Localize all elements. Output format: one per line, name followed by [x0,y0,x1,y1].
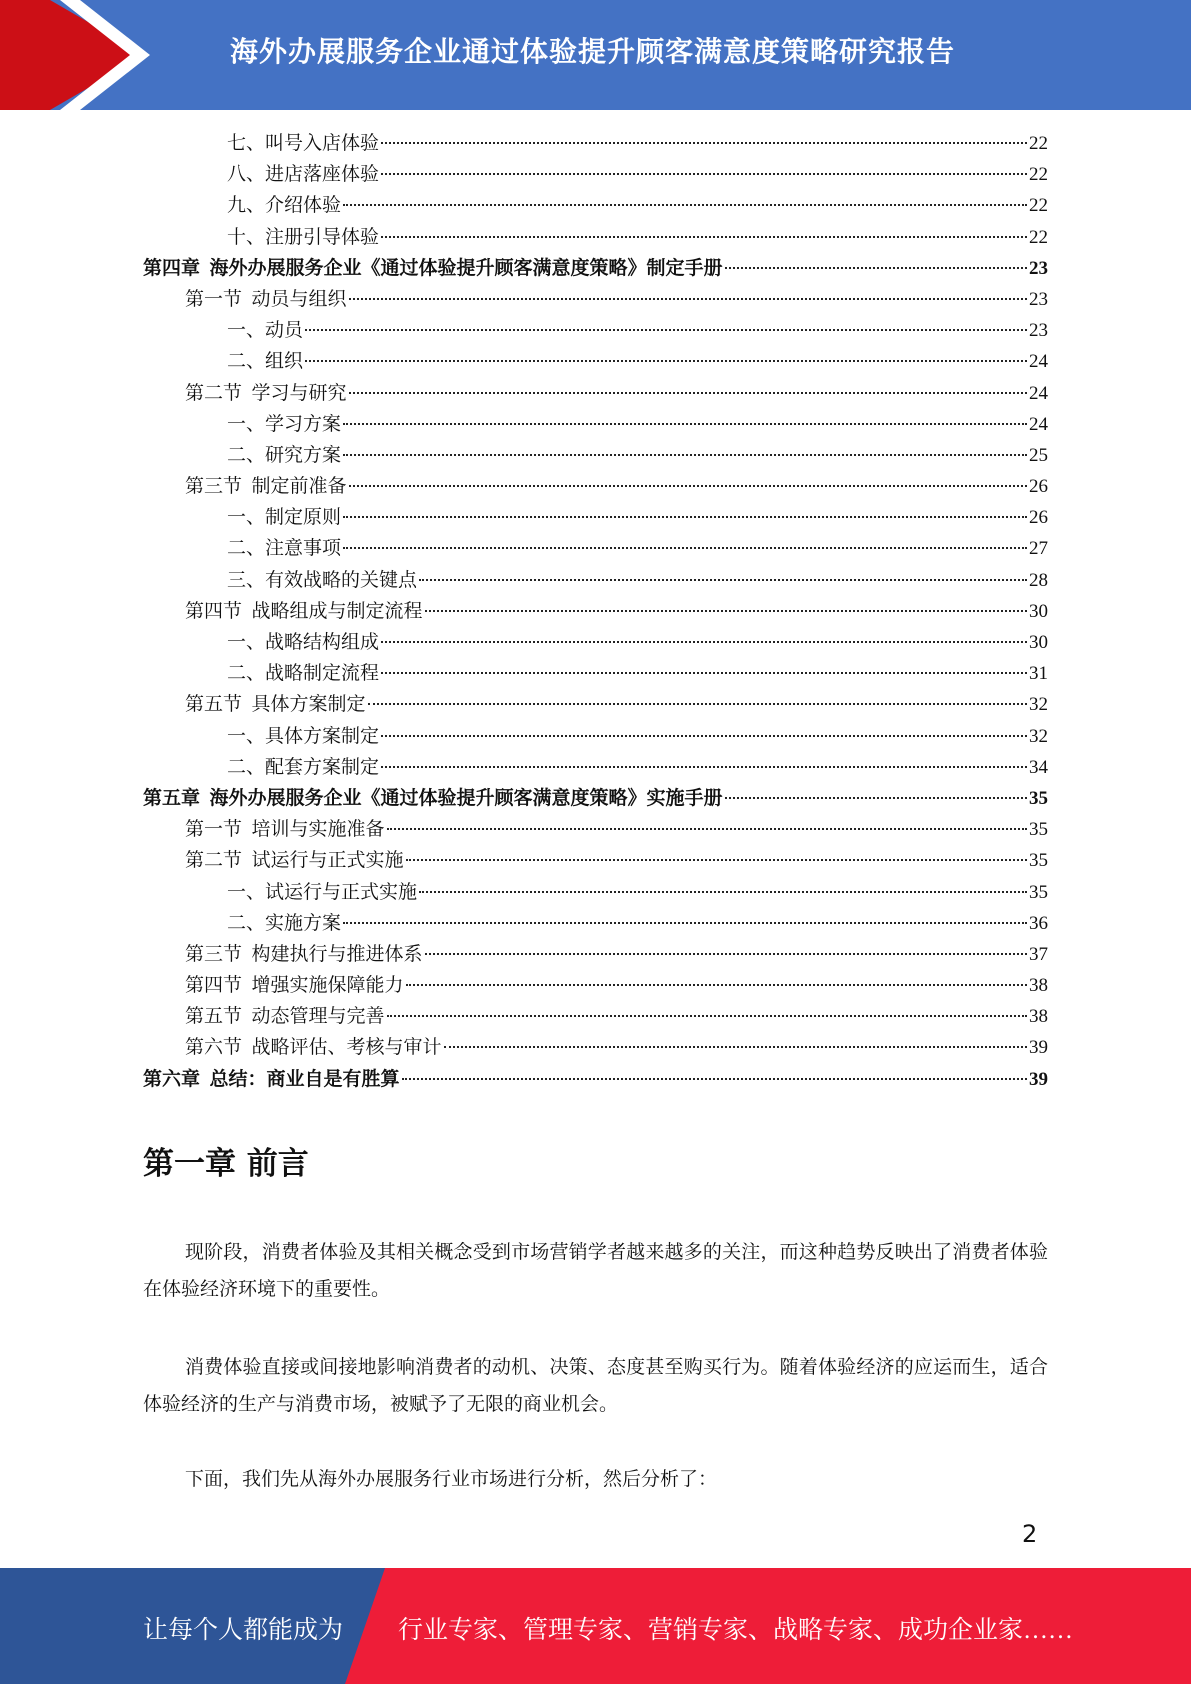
toc-entry-label: 一、试运行与正式实施 [227,881,418,903]
toc-entry-label: 二、战略制定流程 [227,663,380,685]
toc-entry-label: 第五节 具体方案制定 [185,694,366,716]
toc-dot-leader [425,610,1027,612]
toc-entry-page: 38 [1029,975,1048,997]
toc-entry-page: 22 [1029,195,1048,217]
toc-entry-label: 九、介绍体验 [227,195,342,217]
toc-entry-page: 39 [1029,1037,1048,1059]
chapter-heading: 第一章 前言 [143,1146,309,1182]
toc-entry-section[interactable] [143,1032,1048,1063]
toc-entry-page: 23 [1029,257,1048,279]
toc-entry-item[interactable] [143,752,1048,783]
toc-entry-section[interactable] [143,814,1048,845]
toc-dot-leader [419,579,1027,581]
toc-entry-label: 第二节 学习与研究 [185,382,347,404]
toc-entry-page: 23 [1029,320,1048,342]
header-title: 海外办展服务企业通过体验提升顾客满意度策略研究报告 [230,35,956,68]
toc-entry-item[interactable] [143,721,1048,752]
toc-entry-label: 第四章 海外办展服务企业《通过体验提升顾客满意度策略》制定手册 [143,257,723,279]
toc-entry-item[interactable] [143,658,1048,689]
toc-entry-page: 30 [1029,600,1048,622]
toc-entry-page: 27 [1029,538,1048,560]
toc-entry-item[interactable] [143,190,1048,221]
toc-entry-page: 36 [1029,912,1048,934]
paragraph: 消费体验直接或间接地影响消费者的动机、决策、态度甚至购买行为。随着体验经济的应运而生，适合体验经济的生产与消费市场，被赋予了无限的商业机会。 [143,1357,1048,1415]
toc-entry-section[interactable] [143,939,1048,970]
toc-entry-page: 35 [1029,850,1048,872]
toc-entry-label: 一、战略结构组成 [227,632,380,653]
toc-entry-item[interactable] [143,533,1048,564]
toc-dot-leader [381,236,1027,238]
toc-entry-item[interactable] [143,159,1048,190]
toc-dot-leader [419,891,1027,893]
toc-entry-item[interactable] [143,409,1048,440]
toc-entry-label: 七、叫号入店体验 [227,133,380,154]
toc-dot-leader [381,735,1027,737]
toc-entry-chapter[interactable] [143,1064,1048,1095]
toc-entry-item[interactable] [143,346,1048,377]
toc-dot-leader [387,828,1027,830]
toc-dot-leader [406,859,1027,861]
page-header [0,0,1191,110]
toc-dot-leader [444,1046,1027,1048]
toc-entry-label: 八、进店落座体验 [227,164,380,186]
toc-entry-page: 24 [1029,351,1048,373]
toc-dot-leader [381,766,1027,768]
toc-entry-page: 23 [1029,288,1048,310]
toc-dot-leader [343,922,1027,924]
toc-entry-label: 十、注册引导体验 [227,226,380,248]
toc-dot-leader [343,204,1027,206]
toc-entry-section[interactable] [143,1001,1048,1032]
toc-dot-leader [343,516,1027,518]
toc-dot-leader [349,485,1027,487]
toc-entry-label: 一、具体方案制定 [227,725,380,747]
toc-entry-label: 一、制定原则 [227,507,342,529]
toc-entry-section[interactable] [143,596,1048,627]
toc-entry-page: 32 [1029,725,1048,747]
page-number: 2 [1022,1520,1038,1548]
toc-entry-label: 二、组织 [227,351,304,373]
toc-entry-item[interactable] [143,877,1048,908]
toc-entry-page: 35 [1029,787,1048,809]
toc-entry-page: 22 [1029,226,1048,248]
toc-entry-label: 第六节 战略评估、考核与审计 [185,1037,442,1059]
toc-dot-leader [387,1015,1027,1017]
paragraph: 下面，我们先从海外办展服务行业市场进行分析，然后分析了： [185,1469,718,1490]
toc-entry-label: 第五节 动态管理与完善 [185,1006,385,1028]
toc-dot-leader [343,454,1027,456]
toc-entry-label: 第四节 战略组成与制定流程 [185,600,423,622]
toc-entry-page: 32 [1029,694,1048,716]
toc-entry-item[interactable] [143,315,1048,346]
toc-dot-leader [381,641,1027,643]
toc-dot-leader [305,329,1027,331]
toc-dot-leader [381,672,1027,674]
toc-entry-page: 38 [1029,1006,1048,1028]
toc-entry-page: 28 [1029,569,1048,591]
toc-entry-chapter[interactable] [143,783,1048,814]
paragraph: 现阶段，消费者体验及其相关概念受到市场营销学者越来越多的关注，而这种趋势反映出了消费者体验在体验经济环境下的重要性。 [143,1242,1048,1300]
toc-dot-leader [349,392,1027,394]
toc-entry-label: 一、动员 [227,320,304,342]
toc-entry-section[interactable] [143,845,1048,876]
toc-entry-item[interactable] [143,627,1048,658]
toc-entry-label: 二、研究方案 [227,444,342,466]
toc-entry-section[interactable] [143,378,1048,409]
toc-entry-item[interactable] [143,128,1048,159]
toc-entry-label: 二、配套方案制定 [227,756,380,778]
toc-entry-chapter[interactable] [143,253,1048,284]
toc-entry-label: 二、注意事项 [227,538,342,560]
toc-entry-item[interactable] [143,222,1048,253]
toc-entry-page: 39 [1029,1068,1048,1090]
toc-entry-page: 35 [1029,881,1048,903]
footer-slogan-left: 让每个人都能成为 [143,1617,344,1644]
footer-slogan-right: 行业专家、管理专家、营销专家、战略专家、成功企业家…… [398,1617,1074,1644]
toc-entry-label: 第三节 构建执行与推进体系 [185,943,423,965]
toc-entry-page: 24 [1029,413,1048,435]
toc-entry-section[interactable] [143,471,1048,502]
toc-dot-leader [425,953,1027,955]
toc-entry-label: 二、实施方案 [227,912,342,934]
toc-entry-item[interactable] [143,440,1048,471]
toc-dot-leader [406,984,1027,986]
page-footer [0,1568,1191,1684]
toc-entry-page: 22 [1029,133,1048,154]
toc-entry-page: 26 [1029,476,1048,498]
toc-entry-page: 26 [1029,507,1048,529]
toc-entry-page: 34 [1029,756,1048,778]
toc-dot-leader [402,1078,1027,1080]
toc-dot-leader [343,423,1027,425]
toc-entry-page: 24 [1029,382,1048,404]
toc-dot-leader [305,360,1027,362]
toc-dot-leader [725,797,1027,799]
toc-dot-leader [349,298,1027,300]
toc-entry-label: 第五章 海外办展服务企业《通过体验提升顾客满意度策略》实施手册 [143,787,723,809]
toc-entry-section[interactable] [143,970,1048,1001]
toc-entry-label: 第一节 培训与实施准备 [185,819,385,841]
toc-entry-label: 一、学习方案 [227,413,342,435]
toc-entry-page: 22 [1029,164,1048,186]
toc-dot-leader [381,173,1027,175]
toc-entry-page: 25 [1029,444,1048,466]
toc-dot-leader [381,142,1027,144]
toc-entry-section[interactable] [143,284,1048,315]
toc-entry-label: 第二节 试运行与正式实施 [185,850,404,872]
table-of-contents [143,128,1048,1095]
toc-entry-page: 35 [1029,819,1048,841]
toc-entry-label: 第四节 增强实施保障能力 [185,975,404,997]
toc-entry-item[interactable] [143,908,1048,939]
toc-dot-leader [725,267,1027,269]
toc-entry-label: 第三节 制定前准备 [185,476,347,498]
toc-entry-page: 31 [1029,663,1048,685]
toc-entry-section[interactable] [143,689,1048,720]
toc-entry-item[interactable] [143,502,1048,533]
toc-entry-label: 第六章 总结：商业自是有胜算 [143,1068,400,1090]
toc-entry-page: 30 [1029,632,1048,653]
toc-entry-label: 第一节 动员与组织 [185,288,347,310]
toc-entry-item[interactable] [143,565,1048,596]
toc-entry-label: 三、有效战略的关键点 [227,569,418,591]
toc-dot-leader [368,703,1027,705]
toc-entry-page: 37 [1029,943,1048,965]
toc-dot-leader [343,547,1027,549]
